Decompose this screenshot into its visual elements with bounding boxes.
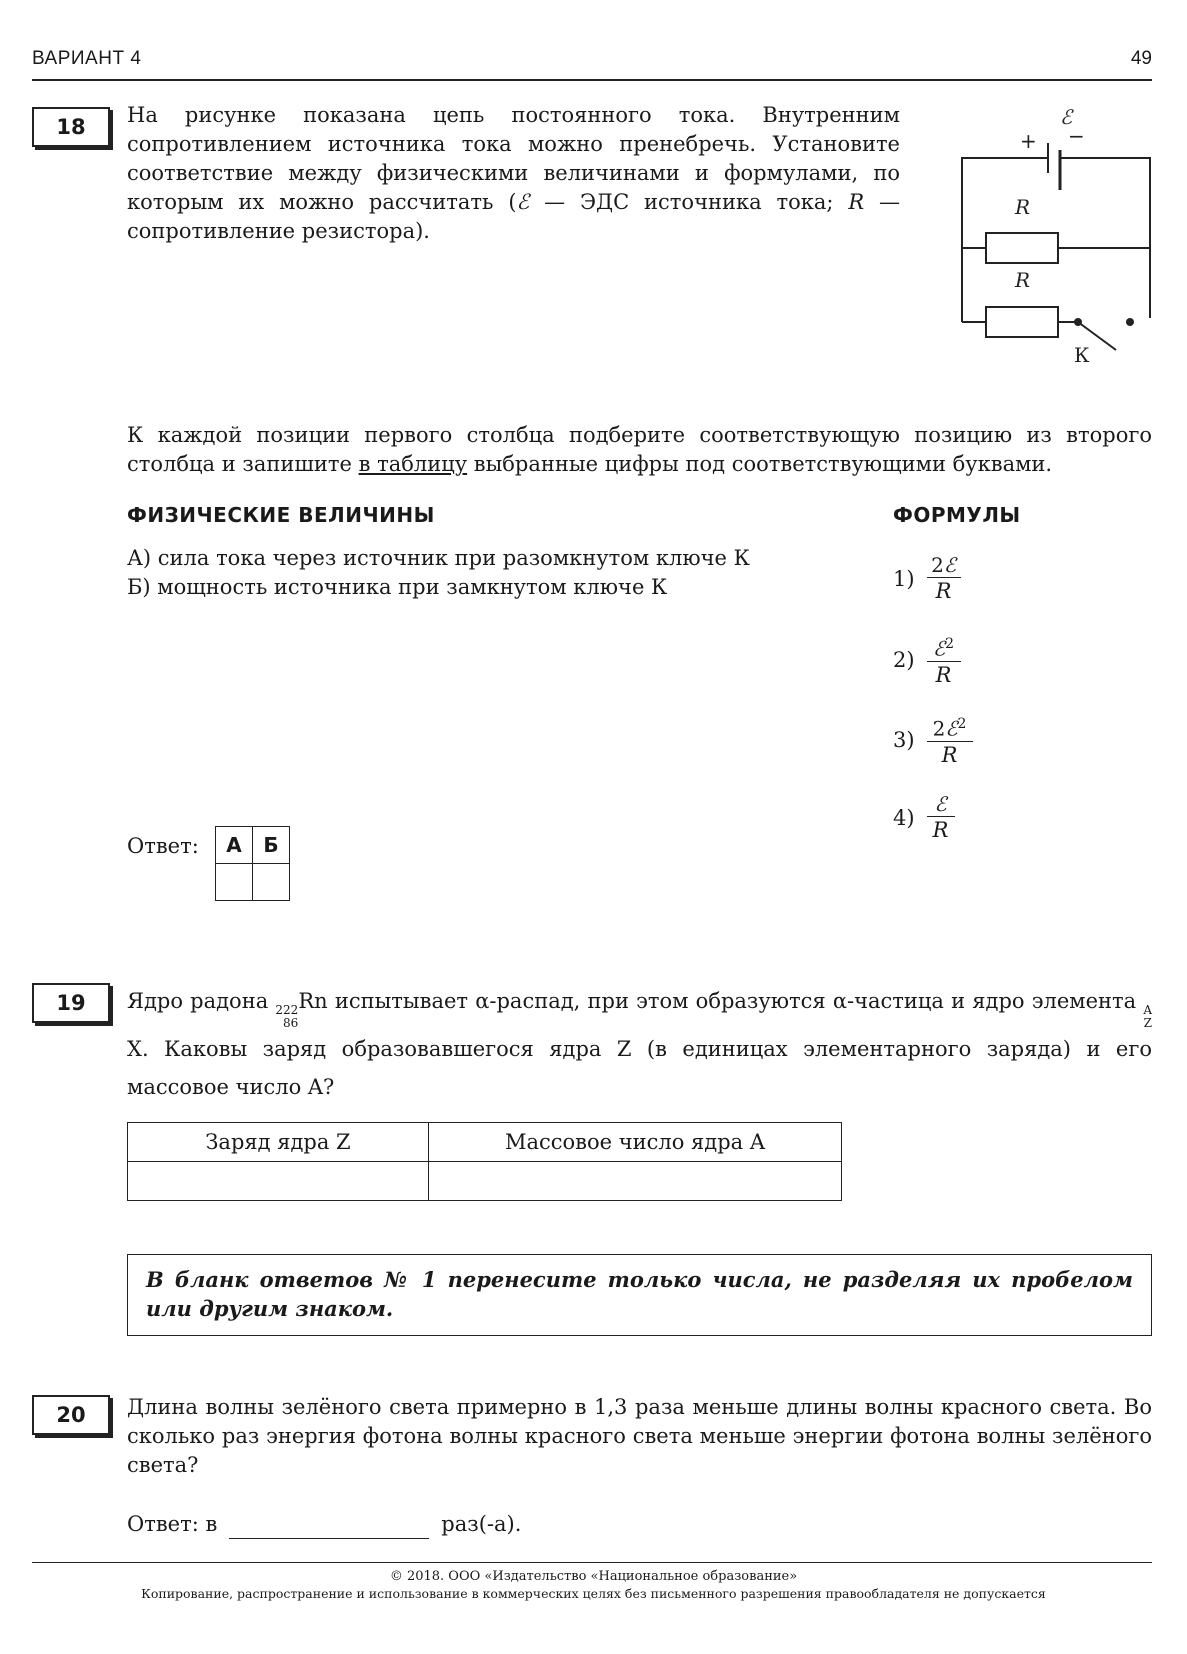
quantity-b: Б) мощность источника при замкнутом ключе К	[127, 575, 668, 599]
variant-label: ВАРИАНТ 4	[32, 48, 142, 69]
q19-text: Ядро радона 222 86 Rn испытывает α-распад, при этом образуются α-частица и ядро элемента A Z X. Каковы заряд образовавшегося ядра Z (в единицах элементарного заряда) и его массовое число A?	[127, 989, 1152, 1099]
minus-sign: −	[1068, 124, 1085, 148]
q19-answer-table	[127, 1122, 842, 1201]
answer-cell-b[interactable]	[253, 864, 290, 901]
resistor-2-label: R	[1015, 268, 1031, 292]
answer-col-a-header: А	[216, 827, 253, 864]
answer-sheet-note: В бланк ответов № 1 перенесите только числа, не разделяя их пробелом или другим знаком.	[127, 1254, 1152, 1336]
resistor-2	[986, 307, 1058, 337]
emf-label: ℰ	[1060, 105, 1073, 129]
plus-sign: +	[1020, 129, 1037, 153]
quantity-a: А) сила тока через источник при разомкнутом ключе К	[127, 546, 750, 570]
footer-copyright: © 2018. ООО «Издательство «Национальное образование»	[389, 1569, 798, 1584]
question-number-20: 20	[32, 1395, 110, 1435]
footer-notice: Копирование, распространение и использование в коммерческих целях без письменного разрешения правообладателя не допускается	[141, 1586, 1046, 1601]
key-contact-right	[1126, 318, 1134, 326]
formula-1: 1) $\frac{\text{2ℰ}}{R}$	[893, 553, 961, 604]
charge-header: Заряд ядра Z	[128, 1123, 429, 1162]
formula-2: 2) $\frac{ℰ^2}{R}$	[893, 632, 961, 688]
mass-answer-cell[interactable]	[429, 1162, 842, 1201]
circuit-diagram	[950, 100, 1160, 370]
mass-header: Массовое число ядра A	[429, 1123, 842, 1162]
page-number: 49	[1130, 48, 1152, 69]
header-divider	[32, 79, 1152, 81]
resistor-1-label: R	[1015, 195, 1031, 219]
q20-text: Длина волны зелёного света примерно в 1,3 раза меньше длины волны красного света. Во сколько раз энергия фотона волны красного света меньше энергии фотона волны зелёного света?	[127, 1395, 1152, 1477]
key-contact-left	[1074, 318, 1082, 326]
answer-col-b-header: Б	[253, 827, 290, 864]
question-number-19: 19	[32, 983, 110, 1023]
charge-answer-cell[interactable]	[128, 1162, 429, 1201]
q20-answer-line: Ответ: в раз(-а).	[127, 1510, 521, 1539]
formula-3: 3) $\frac{2ℰ^2}{R}$	[893, 712, 973, 768]
q18-answer-label: Ответ:	[127, 834, 199, 858]
answer-cell-a[interactable]	[216, 864, 253, 901]
formulas-title: ФОРМУЛЫ	[893, 503, 1021, 527]
q18-instruction: К каждой позиции первого столбца подберите соответствующую позицию из второго столбца и запишите в таблицу выбранные цифры под соответствующими буквами.	[127, 423, 1152, 476]
key-label: К	[1074, 343, 1090, 367]
resistor-1	[986, 233, 1058, 263]
formula-4: 4) $\frac{\text{ℰ}}{R}$	[893, 792, 955, 843]
q18-answer-table	[215, 826, 290, 901]
q18-text: На рисунке показана цепь постоянного тока. Внутренним сопротивлением источника тока можно пренебречь. Установите соответствие между физическими величинами и формулами, по которым их можно рассчитать (ℰ — ЭДС источника тока; R — сопротивление резистора).	[127, 103, 900, 243]
footer-divider	[32, 1562, 1152, 1563]
quantities-title: ФИЗИЧЕСКИЕ ВЕЛИЧИНЫ	[127, 503, 435, 527]
q20-answer-blank[interactable]	[229, 1516, 429, 1539]
question-number-18: 18	[32, 107, 110, 147]
